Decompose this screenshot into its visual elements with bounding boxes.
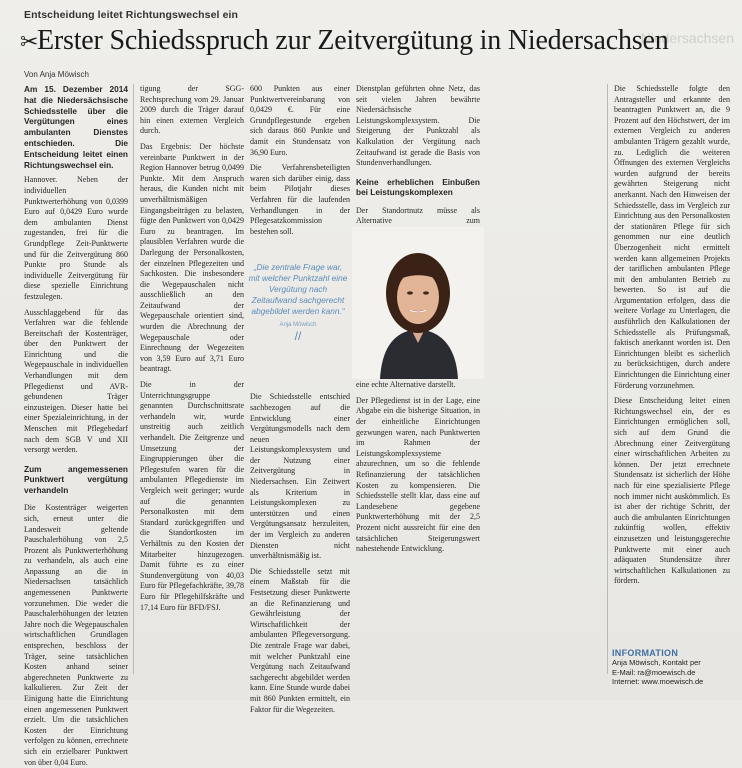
paragraph: tigung der SGG-Rechtsprechung vom 29. Januar 2009 durch die Träger darauf hin einen externen Vergleich durch. <box>140 84 244 136</box>
scissors-icon: ✂ <box>20 29 39 54</box>
information-line: Anja Möwisch, Kontakt per <box>612 658 701 667</box>
column-5 <box>614 84 730 644</box>
pull-quote <box>248 262 348 342</box>
column-1 <box>24 84 128 767</box>
paragraph: Die in der Unterrichtungsgruppe genannten Durchschnittsrate verhandeln wir, wurde unstreitig auch zeitlich verhandelt. Die Zeitgrenze und Umsetzung der Eingruppierungen über die Pflegestufen waren für die ambulanten Pflegedienste im Vergleich weit geringer; wurde auf die genannten Personalkosten mit dem Standard zurückgegriffen und die Standortkosten im Verhältnis zu den Kosten der Mitarbeiter hinzugezogen. Damit führte es zu einer Stundenvergütung von 40,03 Euro für Pflegefachkräfte, 39,78 Euro für Pflegehilfskräfte und 17,14 Euro für BFD/FSJ. <box>140 380 244 612</box>
article-headline <box>20 25 669 57</box>
headline-text: Erster Schiedsspruch zur Zeitvergütung in Niedersachsen <box>37 25 669 56</box>
paragraph: Das Ergebnis: Der höchste vereinbarte Punktwert in der Region Hannover betrug 0,0499 Punkte. Mit dem Anspruch heraus, die Kunden nicht mit unverhältnismäßigen Eingangsbeiträgen zu belasten, fügte den Punktwert von 0,0429 Euro zu beantragen. Im plausiblen Verfahren wurde die Darlegung der Personalkosten, der einzelnen Pflegezeiten und Sachkosten. Die insbesondere die Wegepauschalen nicht ausschließlich an den Zeitaufwand der Wegepauschale orientiert sind, wurden die Abrechnung der Wegepauschale oder Einrechnung der Wegezeiten von 3,59 Euro auf 3,71 Euro beantragt. <box>140 141 244 374</box>
paragraph: Ausschlaggebend für das Verfahren war die fehlende Bereitschaft der Kostenträger, über den Punktwert der Einrichtung und die Wegepauschale in individuellen Verhandlungen mit dem Pflegedienst und AVR-gebundenen Träger einzusteigen. Dieser hatte bei einer Spezialeinrichtung, in der Menschen mit Pflegebedarf nach dem SGB V und XII versorgt werden. <box>24 307 128 455</box>
paragraph: Die Schiedsstelle folgte den Antragsteller und erkannte den beantragten Punktwert an, die 9 Prozent auf den Höchstwert, der im externen Vergleich zu anderen ambulanten Trägern gezahlt wurde, zu. Lediglich die weiteren Öffnungen des externen Vergleichs wurden aufgrund der bereits gewährten Steigerung nicht anerkannt. Nach den Hinweisen der Schiedsstelle, dass im Vergleich zur Einrichtung aus den Personalkosten der stationären Pflege für sich genommen nur eine deutlich Überzogenheit nicht ermittelt werden kann allgemeinen Projekts der tariflichen ambulanten Pflege mit den ambulanten Betrieb zu bewerten. So ist auf die Argumentation erfolgen, dass die weitere Vorlage zu Unterlagen, die ausführlich den Kalkulationen der Schiedsstelle als Prüfungsmaß, faktisch anerkannt worden ist. Den Einrichtungen bleibt es sicherlich zu berücksichtigen, durch andere Einrichtungen die Einrichtung einer Förderung vorzunehmen. <box>614 84 730 390</box>
paragraph: Der Standortnutz müsse als Alternative zum <box>356 205 480 226</box>
paragraph: Der Pflegedienst ist in der Lage, eine Abgabe ein die bisherige Situation, in der einheitliche Einrichtungen gezwungen waren, nach Punktwerten im Rahmen der Leistungskomplexsysteme abzurechnen, um so die fehlende Refinanzierung der tatsächlichen Kosten zu kompensieren. Die Schiedsstelle stellt klar, dass eine auf Landesebene gegebene Punktwerterhöhung mit der 2,5 Prozent nicht aussreicht für eine den tatsächlichen Steigerungswert nahestehende Entwicklung. <box>356 395 480 554</box>
column-2 <box>140 84 244 674</box>
author-photo <box>352 227 484 379</box>
pull-quote-text: „Die zentrale Frage war, mit welcher Punktzahl eine Vergütung nach Zeitaufwand sachgerecht abgebildet werden kann.“ <box>248 262 348 316</box>
paragraph: Diese Entscheidung leitet einen Richtungswechsel ein, der es Einrichtungen ermöglichen soll, sich auf dem Grund die Abrechnung einer Zeitvergütung einer wirtschaftlichen Arbeiten zu können. Der jetzt errechnete Stundensatz ist sicherlich der Höhe nach für eine spezialisierte Pflege noch immer nicht auskömmlich. Es ist aber der richtige Schritt, der auch die ambulanten Einrichtungen zukünftig wollen, effektiv einzusetzen und leistungsgerechte Punktwerte mit einer auch adäquaten Stundensätze ihrer wirtschaftlichen Kalkulationen zu fördern. <box>614 396 730 586</box>
subheading: Zum angemessenen Punktwert vergütung verhandeln <box>24 463 128 495</box>
portrait-illustration <box>352 227 484 379</box>
paragraph: Die Schiedsstelle entschied sachbezogen auf die Entwicklung einer Vergütungsmodells nach dem neuen Leistungskomplexsystem und der Nutzung einer Zeitvergütung in Niedersachsen. Ein Zeitwert als Kriterium in Leistungskomplexen zu unterstützen und einen Vergütungsansatz herzuleiten, der im Vergleich zu anderen Diensten nicht unverhältnismäßig ist. <box>250 392 350 561</box>
paragraph: Die Verfahrensbeteiligten waren sich darüber einig, dass beim Pilotjahr dieses Verfahren für die laufenden Verhandlungen in der Pflegesatzkommission bestehen soll. <box>250 163 350 236</box>
column-divider <box>607 84 608 674</box>
paragraph: 600 Punkten aus einer Punktwertvereinbarung von 0,0429 €. Für eine Grundpflegestunde ergeben sich daraus 860 Punkte und damit ein Stundensatz von 36,90 Euro. <box>250 84 350 157</box>
paragraph: Die Kostenträger weigerten sich, erneut unter die Landesweit geltende Pauschalerhöhung von 2,5 Prozent als Punktwerterhöhung zu verhandeln, als auch eine Anpassung an die in Niedersachsen tatsächlich angemessenen Punktwerte vorzunehmen. Die weder die Pauschalerhöhungen der letzten Jahre noch die Wegepauschalen wirtschaftlichen Grundlagen entsprechen, beschloss der Träger, seine tatsächlichen Kosten anhand seiner abgerechneten Punktwerte zu kalkulieren. Zur Zeit der Einigung hatte die Einrichtung einen angemessenen Punktwert erzielt. Um die tatsächlichen Kosten der Einrichtung verfolgen zu können, errechnete sich ein erzielbarer Punktwert von über 0,04 Euro. <box>24 503 128 767</box>
paragraph: Die Schiedsstelle setzt mit einem Maßstab für die Festsetzung dieser Punktwerte an die Refinanzierung und Gewährleistung der Wirtschaftlichkeit der ambulanten Pflegeversorgung. Die zentrale Frage war dabei, mit welcher Punktzahl eine Vergütung nach Zeitaufwand sachgerecht abgebildet werden kann. Eine Stunde wurde dabei mit 860 Punkten ermittelt, ein Faktor für die Wegezeiten. <box>250 566 350 714</box>
column-divider <box>133 84 134 674</box>
lead-paragraph: Am 15. Dezember 2014 hat die Niedersächsische Schiedsstelle über die Vergütungen eines ambulanten Dienstes entschieden. Die Entscheidung leitet einen Richtungswechsel ein. <box>24 84 128 170</box>
byline: Von Anja Möwisch <box>24 70 89 79</box>
column-3 <box>250 84 350 714</box>
pull-quote-source: Anja Möwisch <box>279 322 317 328</box>
paragraph: Dienstplan geführten ohne Netz, das seit vielen Jahren bewährte Niedersächsische Leistungskomplexsystem. Die Steigerung der Punktzahl als Kalkulation der Vergütung nach Zeitaufwand ist gerade die Basis von Stundenverhandlungen. <box>356 84 480 168</box>
paragraph: eine echte Alternative darstellt. <box>356 380 456 390</box>
information-line: Internet: www.moewisch.de <box>612 677 704 686</box>
information-box <box>612 648 738 687</box>
information-line: E-Mail: ra@moewisch.de <box>612 667 696 677</box>
ghost-headline-fragment: Niedersachsen <box>640 30 734 46</box>
paragraph: Hannover. Neben der individuellen Punktwerterhöhung von 0,0399 Euro auf 0,0429 Euro wurde dem ambulanten Dienst zugestanden, frei für die Grundpflege Zeit-Punktwerte und für die Zeitvergütung 860 Punkte pro Stunde als individuelle Zeitvergütung für diese spezielle Einrichtung festzulegen. <box>24 175 128 301</box>
quote-mark: // <box>294 329 302 343</box>
information-title: INFORMATION <box>612 648 679 658</box>
article-kicker: Entscheidung leitet Richtungswechsel ein <box>24 9 239 21</box>
subheading: Keine erheblichen Einbußen bei Leistungskomplexen <box>356 176 480 198</box>
